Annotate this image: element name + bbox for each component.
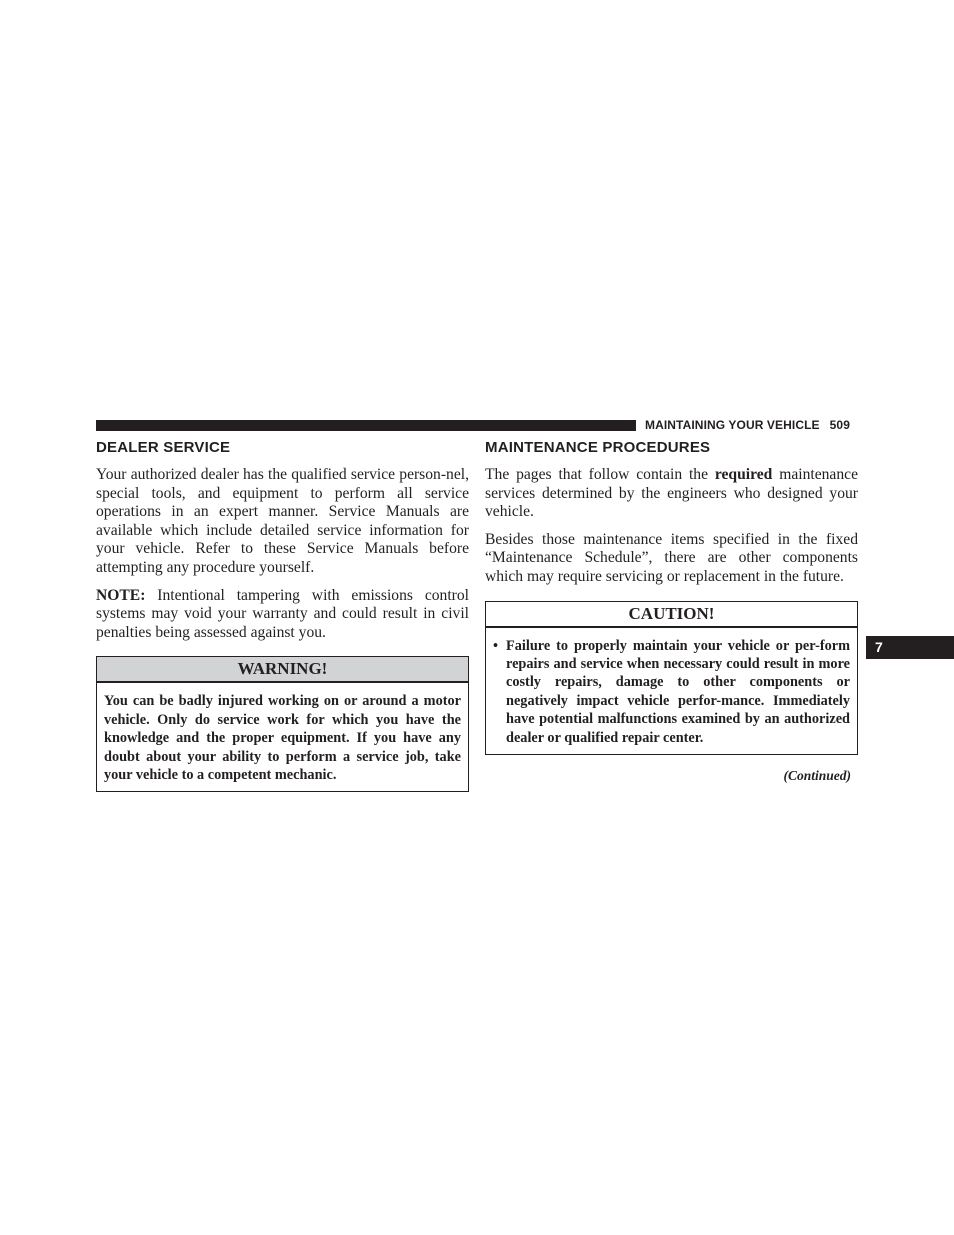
warning-body: You can be badly injured working on or around a motor vehicle. Only do service work for which you have the knowledge and the proper equipment. If you have any doubt about your ability to perform a service job, take your vehicle to a competent mechanic. xyxy=(104,693,461,783)
dealer-service-heading: DEALER SERVICE xyxy=(96,439,231,456)
maintenance-paragraph-2: Besides those maintenance items specified in the fixed “Maintenance Schedule”, there are other components which may require servicing or replacement in the future. xyxy=(485,530,858,585)
note-text: Intentional tampering with emissions control systems may void your warranty and could result in civil penalties being assessed against you. xyxy=(96,586,469,641)
dealer-service-paragraph: Your authorized dealer has the qualified service person-nel, special tools, and equipment to perform all service operations in an expert manner. Service Manuals are available which include detailed service information for your vehicle. Refer to these Service Manuals before attempting any procedure yourself. xyxy=(96,466,469,576)
list-item xyxy=(493,637,850,747)
maintenance-procedures-heading: MAINTENANCE PROCEDURES xyxy=(485,439,711,456)
caution-title: CAUTION! xyxy=(486,602,857,628)
caution-item-text: Failure to properly maintain your vehicle or per-form repairs and service when necessary could result in more costly repairs, damage to other components or negatively impact vehicle perfor-mance. Immediately have potential malfunctions examined by an authorized dealer or qualified repair center. xyxy=(506,637,850,746)
continued-label: (Continued) xyxy=(783,768,851,783)
running-header xyxy=(645,418,850,432)
warning-title: WARNING! xyxy=(97,657,468,683)
header-rule xyxy=(96,420,636,431)
p1-text-b: maintenance services determined by the engineers who designed your vehicle. xyxy=(485,466,858,521)
page-number: 509 xyxy=(829,418,850,432)
caution-box xyxy=(485,601,858,755)
p1-bold-required: required xyxy=(714,466,773,483)
left-column xyxy=(96,438,469,792)
bullet-icon: • xyxy=(493,637,499,654)
section-title: MAINTAINING YOUR VEHICLE xyxy=(645,418,820,432)
p1-text-a: The pages that follow contain the xyxy=(485,466,715,483)
maintenance-paragraph-1 xyxy=(485,466,858,522)
note-label: NOTE: xyxy=(96,586,146,604)
caution-body xyxy=(486,628,857,754)
chapter-tab: 7 xyxy=(866,636,954,659)
right-column xyxy=(485,438,858,784)
warning-box xyxy=(96,656,469,792)
note-paragraph xyxy=(96,587,469,643)
